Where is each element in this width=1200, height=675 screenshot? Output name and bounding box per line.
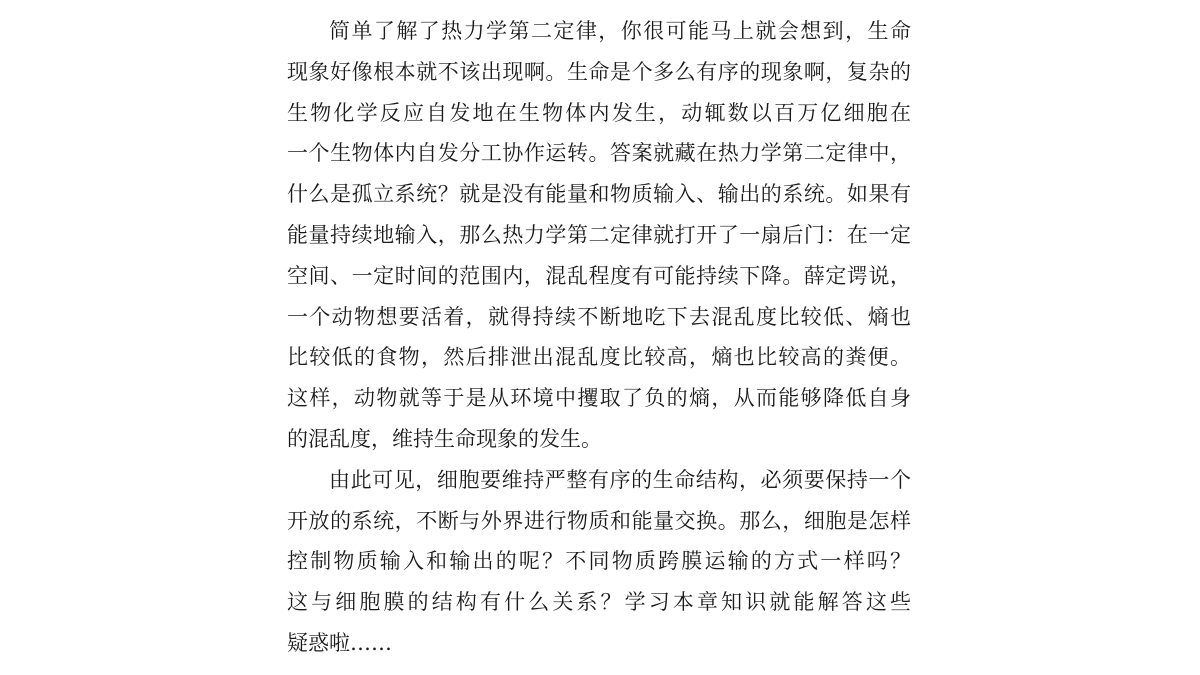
text-line: 开放的系统，不断与外界进行物质和能量交换。那么，细胞是怎样 [287, 508, 911, 533]
body-text [287, 11, 911, 664]
text-line: 这样，动物就等于是从环境中攫取了负的熵，从而能够降低自身 [287, 386, 911, 411]
text-line: 疑惑啦…… [287, 630, 392, 655]
text-line: 一个动物想要活着，就得持续不断地吃下去混乱度比较低、熵也 [287, 304, 911, 329]
text-line: 控制物质输入和输出的呢？不同物质跨膜运输的方式一样吗？ [287, 549, 911, 574]
text-line: 什么是孤立系统？就是没有能量和物质输入、输出的系统。如果有 [287, 182, 911, 207]
text-line: 这与细胞膜的结构有什么关系？学习本章知识就能解答这些 [287, 590, 911, 615]
text-line: 生物化学反应自发地在生物体内发生，动辄数以百万亿细胞在 [287, 100, 911, 125]
text-line: 空间、一定时间的范围内，混乱程度有可能持续下降。薛定谔说， [287, 263, 911, 288]
text-line: 由此可见，细胞要维持严整有序的生命结构，必须要保持一个 [329, 467, 911, 492]
text-line: 一个生物体内自发分工协作运转。答案就藏在热力学第二定律中， [287, 141, 911, 166]
text-line: 能量持续地输入，那么热力学第二定律就打开了一扇后门：在一定 [287, 222, 911, 247]
paragraph-thermodynamics [287, 11, 911, 460]
text-line: 现象好像根本就不该出现啊。生命是个多么有序的现象啊，复杂的 [287, 59, 911, 84]
text-line: 简单了解了热力学第二定律，你很可能马上就会想到，生命 [329, 19, 911, 43]
paragraph-cell-membrane [287, 460, 911, 664]
text-line: 的混乱度，维持生命现象的发生。 [287, 426, 602, 451]
text-line: 比较低的食物，然后排泄出混乱度比较高，熵也比较高的粪便。 [287, 345, 911, 370]
